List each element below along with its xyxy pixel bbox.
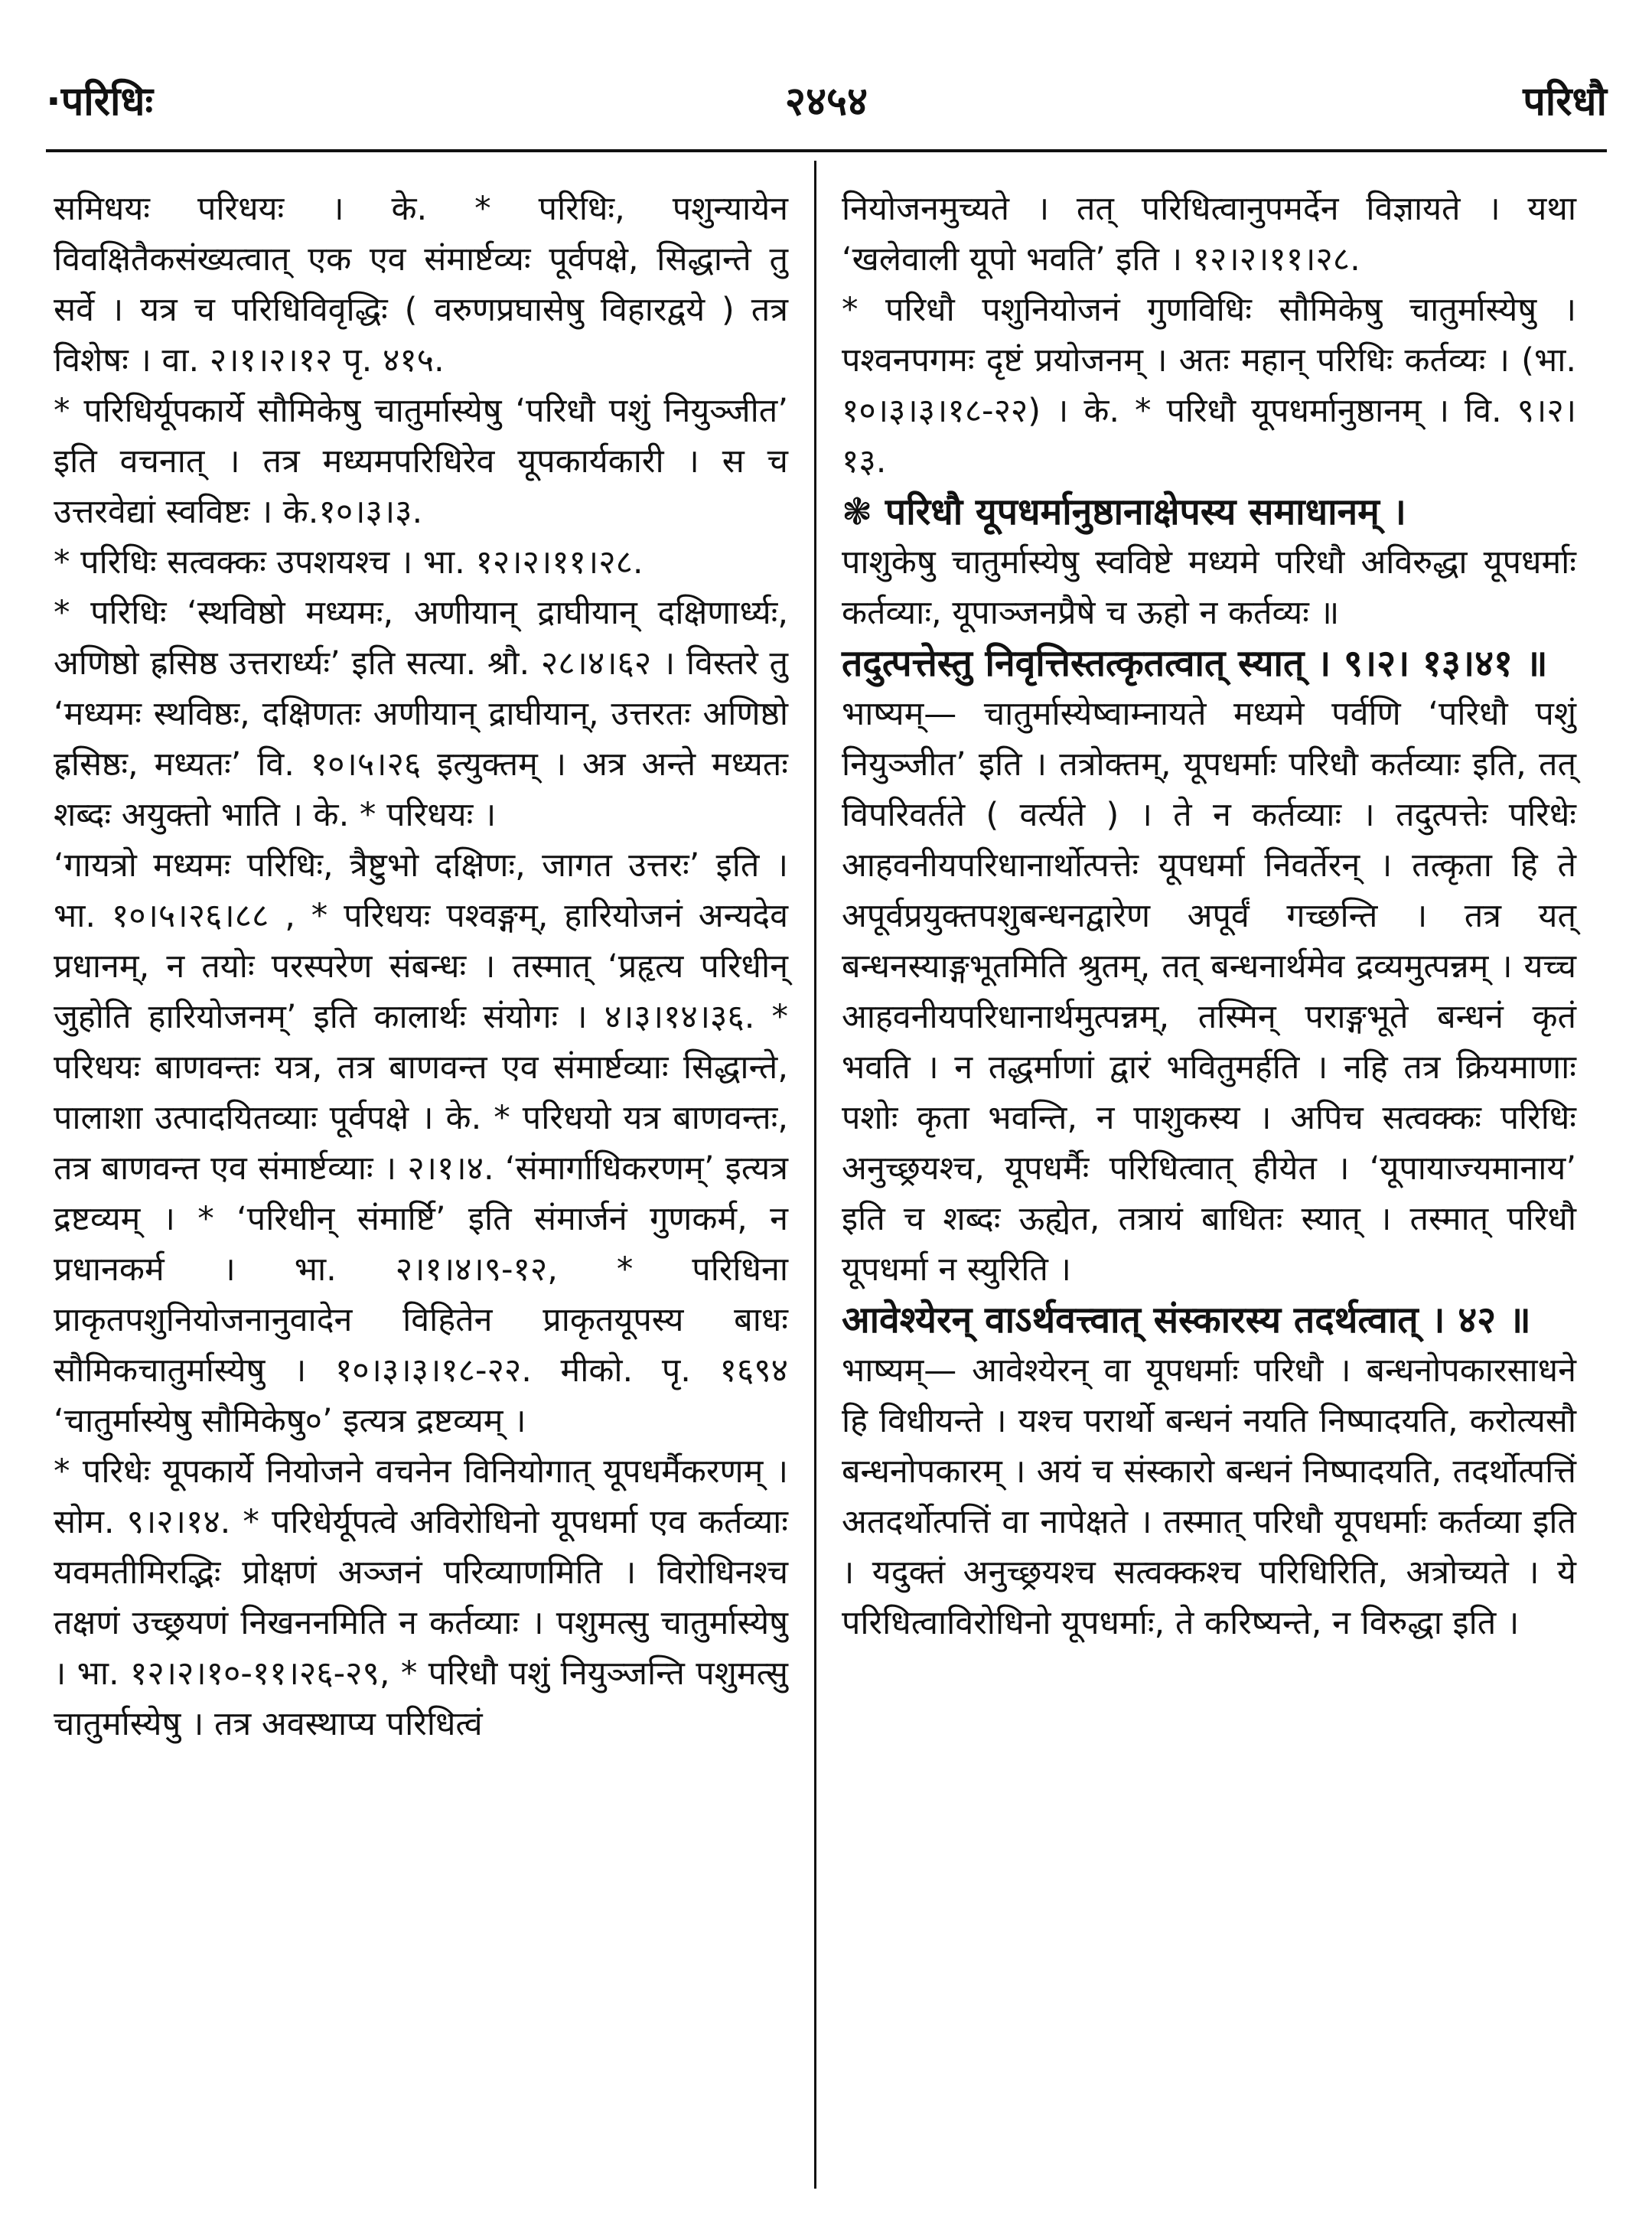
left-paragraph: ‘गायत्रो मध्यमः परिधिः, त्रैष्टुभो दक्षिणः, जागत उत्तरः’ इति । भा. १०।५।२६।८८ , * परिधयः पश्वङ्गम्, हारियोजनं अन्यदेव प्रधानम्, न तयोः परस्परेण संबन्धः । तस्मात् ‘प्रहृत्य परिधीन् जुहोति हारियोजनम्’ इति कालार्थः संयोगः । ४।३।१४।३६. * परिधयः बाणवन्तः यत्र, तत्र बाणवन्त एव संमार्ष्टव्याः सिद्धान्ते, पालाशा उत्पादयितव्याः पूर्वपक्षे । के. * परिधयो यत्र बाणवन्तः, तत्र बाणवन्त एव संमार्ष्टव्याः । २।१।४. ‘संमार्गाधिकरणम्’ इत्यत्र द्रष्टव्यम् । * ‘परिधीन् संमार्ष्टि’ इति संमार्जनं गुणकर्म, न प्रधानकर्म । भा. २।१।४।९-१२, * परिधिना प्राकृतपशुनियोजनानुवादेन विहितेन प्राकृतयूपस्य बाधः सौमिकचातुर्मास्येषु । १०।३।३।१८-२२. मीको. पृ. १६९४ ‘चातुर्मास्येषु सौमिकेषु०’ इत्यत्र द्रष्टव्यम् । xyxy=(54,846,788,1440)
header-left-word: ·परिधिः xyxy=(46,79,153,125)
sutra-heading: तदुत्पत्तेस्तु निवृत्तिस्तत्कृतत्वात् स्यात् । ९।२। १३।४१ ॥ xyxy=(842,642,1548,685)
right-paragraph: * परिधौ पशुनियोजनं गुणविधिः सौमिकेषु चातुर्मास्येषु । पश्वनपगमः दृष्टं प्रयोजनम् । अतः महान् परिधिः कर्तव्यः । (भा. १०।३।३।१८-२२) । के. * परिधौ यूपधर्मानुष्ठानम् । वि. ९।२।१३. xyxy=(842,291,1576,481)
right-column xyxy=(842,184,1576,1648)
bhashya-paragraph: भाष्यम्— आवेश्येरन् वा यूपधर्माः परिधौ । बन्धनोपकारसाधने हि विधीयन्ते । यश्च परार्थो बन्धनं नयति निष्पादयति, करोत्यसौ बन्धनोपकारम् । अयं च संस्कारो बन्धनं निष्पादयति, तदर्थोत्पत्तिं अतदर्थोत्पत्तिं वा नापेक्षते । तस्मात् परिधौ यूपधर्माः कर्तव्या इति । यदुक्तं अनुच्छ्रयश्च सत्वक्कश्च परिधिरिति, अत्रोच्यते । ये परिधित्वाविरोधिनो यूपधर्माः, ते करिष्यन्ते, न विरुद्धा इति । xyxy=(842,1351,1576,1642)
left-paragraph: * परिधिर्यूपकार्ये सौमिकेषु चातुर्मास्येषु ‘परिधौ पशुं नियुञ्जीत’ इति वचनात् । तत्र मध्यमपरिधिरेव यूपकार्यकारी । स च उत्तरवेद्यां स्वविष्टः । के.१०।३।३. xyxy=(54,392,788,531)
page-number: २४५४ xyxy=(784,79,868,125)
column-divider xyxy=(814,161,816,2189)
section-heading: ❃ परिधौ यूपधर्मानुष्ठानाक्षेपस्य समाधानम् । xyxy=(842,491,1406,533)
left-paragraph: * परिधिः सत्वक्कः उपशयश्च । भा. १२।२।११।२८. xyxy=(54,543,644,582)
right-paragraph: नियोजनमुच्यते । तत् परिधित्वानुपमर्देन विज्ञायते । यथा ‘खलेवाली यूपो भवति’ इति । १२।२।११।२८. xyxy=(842,190,1576,279)
bhashya-paragraph: भाष्यम्— चातुर्मास्येष्वाम्नायते मध्यमे पर्वणि ‘परिधौ पशुं नियुञ्जीत’ इति । तत्रोक्तम्, यूपधर्माः परिधौ कर्तव्याः इति, तत् विपरिवर्तते ( वर्त्यते ) । ते न कर्तव्याः । तदुत्पत्तेः परिधेः आहवनीयपरिधानार्थोत्पत्तेः यूपधर्मा निवर्तेरन् । तत्कृता हि ते अपूर्वप्रयुक्तपशुबन्धनद्वारेण अपूर्वं गच्छन्ति । तत्र यत् बन्धनस्याङ्गभूतमिति श्रुतम्, तत् बन्धनार्थमेव द्रव्यमुत्पन्नम् । यच्च आहवनीयपरिधानार्थमुत्पन्नम्, तस्मिन् पराङ्गभूते बन्धनं कृतं भवति । न तद्धर्माणां द्वारं भवितुमर्हति । नहि तत्र क्रियमाणाः पशोः कृता भवन्ति, न पाशुकस्य । अपिच सत्वक्कः परिधिः अनुच्छ्रयश्च, यूपधर्मैः परिधित्वात् हीयेत । ‘यूपायाज्यमानाय’ इति च शब्दः ऊह्येत, तत्रायं बाधितः स्यात् । तस्मात् परिधौ यूपधर्मा न स्युरिति । xyxy=(842,695,1576,1289)
right-paragraph: पाशुकेषु चातुर्मास्येषु स्वविष्टे मध्यमे परिधौ अविरुद्धा यूपधर्माः कर्तव्याः, यूपाञ्जनप्रैषे च ऊहो न कर्तव्यः ॥ xyxy=(842,543,1576,632)
left-column xyxy=(54,184,788,1749)
left-paragraph: * परिधिः ‘स्थविष्ठो मध्यमः, अणीयान् द्राघीयान् दक्षिणार्ध्यः, अणिष्ठो ह्रसिष्ठ उत्तरार्ध्यः’ इति सत्या. श्रौ. २८।४।६२ । विस्तरे तु ‘मध्यमः स्थविष्ठः, दक्षिणतः अणीयान् द्राघीयान्, उत्तरतः अणिष्ठो ह्रसिष्ठः, मध्यतः’ वि. १०।५।२६ इत्युक्तम् । अत्र अन्ते मध्यतः शब्दः अयुक्तो भाति । के. * परिधयः । xyxy=(54,594,788,834)
header-rule xyxy=(46,149,1607,152)
left-paragraph: समिधयः परिधयः । के. * परिधिः, पशुन्यायेन विवक्षितैकसंख्यत्वात् एक एव संमार्ष्टव्यः पूर्वपक्षे, सिद्धान्ते तु सर्वे । यत्र च परिधिविवृद्धिः ( वरुणप्रघासेषु विहारद्वये ) तत्र विशेषः । वा. २।१।२।१२ पृ. ४१५. xyxy=(54,190,788,380)
page-header xyxy=(46,73,1607,134)
sutra-heading: आवेश्येरन् वाऽर्थवत्त्वात् संस्कारस्य तदर्थत्वात् । ४२ ॥ xyxy=(842,1299,1531,1341)
header-right-word: परिधौ xyxy=(1523,79,1607,125)
left-paragraph: * परिधेः यूपकार्ये नियोजने वचनेन विनियोगात् यूपधर्मैकरणम् । सोम. ९।२।१४. * परिधेर्यूपत्वे अविरोधिनो यूपधर्मा एव कर्तव्याः यवमतीमिरद्भिः प्रोक्षणं अञ्जनं परिव्याणमिति । विरोधिनश्च तक्षणं उच्छ्रयणं निखननमिति न कर्तव्याः । पशुमत्सु चातुर्मास्येषु । भा. १२।२।१०-११।२६-२९, * परिधौ पशुं नियुञ्जन्ति पशुमत्सु चातुर्मास्येषु । तत्र अवस्थाप्य परिधित्वं xyxy=(54,1452,788,1743)
